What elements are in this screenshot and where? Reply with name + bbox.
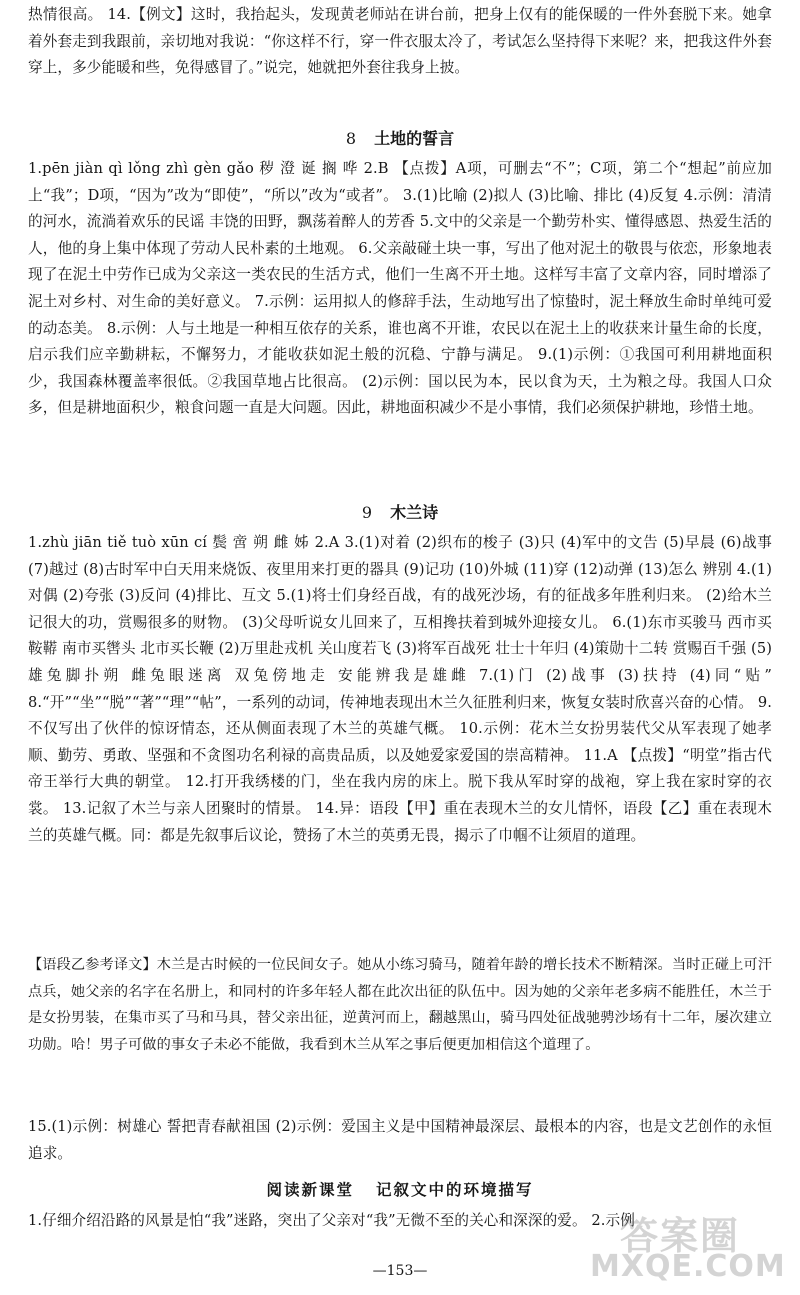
feature-heading	[0, 1178, 800, 1200]
lesson-8-title: 土地的誓言	[374, 129, 455, 148]
lesson-9-answers: 1.zhù jiān tiě tuò xūn cí 鬓 啻 朔 雌 姊 2.A 3.(1)对着 (2)织布的梭子 (3)只 (4)军中的文告 (5)早晨 (6)战事 (7)越过 (8)古时军中白天用来烧饭、夜里用来打更的器具 (9)记功 (10)外城 (11)穿 (12)动弹 (13)怎么 辨别 4.(1)对偶 (2)夸张 (3)反问 (4)排比、互文 5.(1)将士们身经百战，有的战死沙场，有的征战多年胜利归来。 (2)给木兰记很大的功，赏赐很多的财物。 (3)父母听说女儿回来了，互相搀扶着到城外迎接女儿。 6.(1)东市买骏马 西市买鞍鞯 南市买辔头 北市买长鞭 (2)万里赴戎机 关山度若飞 (3)将军百战死 壮士十年归 (4)策勋十二转 赏赐百千强 (5)雄兔脚扑朔 雌兔眼迷离 双兔傍地走 安能辨我是雄雌 7.(1)门 (2)战事 (3)扶持 (4)同“贴” 8.“开”“坐”“脱”“著”“理”“帖”，一系列的动词，传神地表现出木兰久征胜利归来，恢复女装时欣喜兴奋的心情。 9.不仅写出了伙伴的惊讶情态，还从侧面表现了木兰的英雄气概。 10.示例：花木兰女扮男装代父从军表现了她孝顺、勤劳、勇敢、坚强和不贪图功名利禄的高贵品质，以及她爱家爱国的崇高精神。 11.A 【点拨】“明堂”指古代帝王举行大典的朝堂。 12.打开我绣楼的门，坐在我内房的床上。脱下我从军时穿的战袍，穿上我在家时穿的衣裳。 13.记叙了木兰与亲人团聚时的情景。 14.异：语段【甲】重在表现木兰的女儿情怀，语段【乙】重在表现木兰的英雄气概。同：都是先叙事后议论，赞扬了木兰的英勇无畏，揭示了巾帼不让须眉的道理。	[28, 534, 772, 844]
lesson-9-number: 9	[361, 503, 373, 522]
lesson-9-question-15: 15.(1)示例：树雄心 誓把青春献祖国 (2)示例：爱国主义是中国精神最深层、最根本的内容，也是文艺创作的永恒追求。	[28, 1118, 772, 1162]
lesson-8-answers: 1.pēn jiàn qì lǒng zhì gèn gǎo 秽 澄 诞 搁 哗 2.B 【点拨】A项，可删去“不”；C项，第二个“想起”前应加上“我”；D项，“因为”改为“即使”，“所以”改为“或者”。 3.(1)比喻 (2)拟人 (3)比喻、排比 (4)反复 4.示例：清清的河水，流淌着欢乐的民谣 丰饶的田野，飘荡着醉人的芳香 5.文中的父亲是一个勤劳朴实、懂得感恩、热爱生活的人，他的身上集中体现了劳动人民朴素的土地观。 6.父亲敲碰土块一事，写出了他对泥土的敬畏与依恋，形象地表现了在泥土中劳作已成为父亲这一类农民的生活方式，他们一生离不开土地。这样写丰富了文章内容，同时增添了泥土对乡村、对生命的美好意义。 7.示例：运用拟人的修辞手法，生动地写出了惊蛰时，泥土释放生命时单纯可爱的动态美。 8.示例：人与土地是一种相互依存的关系，谁也离不开谁，农民以在泥土上的收获来计量生命的长度，启示我们应辛勤耕耘，不懈努力，才能收获如泥土般的沉稳、宁静与满足。 9.(1)示例：①我国可利用耕地面积少，我国森林覆盖率很低。②我国草地占比很高。 (2)示例：国以民为本，民以食为天，土为粮之母。我国人口众多，但是耕地面积少，粮食问题一直是大问题。因此，耕地面积减少不是小事情，我们必须保护耕地，珍惜土地。	[28, 160, 772, 417]
feature-answers: 1.仔细介绍沿路的风景是怕“我”迷路，突出了父亲对“我”无微不至的关心和深深的爱。 2.示例	[28, 1212, 635, 1229]
watermark-bottom-text: MXQE.COM	[590, 1249, 786, 1284]
feature-title-right: 记叙文中的环境描写	[376, 1181, 534, 1199]
watermark-top-text: 答案圈	[620, 1214, 741, 1258]
lesson-9-title: 木兰诗	[390, 503, 439, 522]
intro-paragraph: 热情很高。 14.【例文】这时，我抬起头，发现黄老师站在讲台前，把身上仅有的能保暖的一件外套脱下来。她拿着外套走到我跟前，亲切地对我说：“你这样不行，穿一件衣服太冷了，考试怎么坚持得下来呢？来，把我这件外套穿上，多少能暖和些，免得感冒了。”说完，她就把外套往我身上披。	[28, 6, 772, 77]
lesson-8-heading	[0, 126, 800, 149]
page-number: —153—	[372, 1263, 428, 1279]
lesson-9-heading	[0, 500, 800, 523]
lesson-8-number: 8	[345, 129, 357, 148]
feature-title-left: 阅读新课堂	[266, 1181, 354, 1199]
lesson-9-translation: 【语段乙参考译文】木兰是古时候的一位民间女子。她从小练习骑马，随着年龄的增长技术不断精深。当时正碰上可汗点兵，她父亲的名字在名册上，和同村的许多年轻人都在此次出征的队伍中。因为她的父亲年老多病不能胜任，木兰于是女扮男装，在集市买了马和马具，替父亲出征，逆黄河而上，翻越黑山，骑马四处征战驰骋沙场有十二年，屡次建立功勋。哈！男子可做的事女子未必不能做，我看到木兰从军之事后便更加相信这个道理了。	[28, 957, 772, 1053]
